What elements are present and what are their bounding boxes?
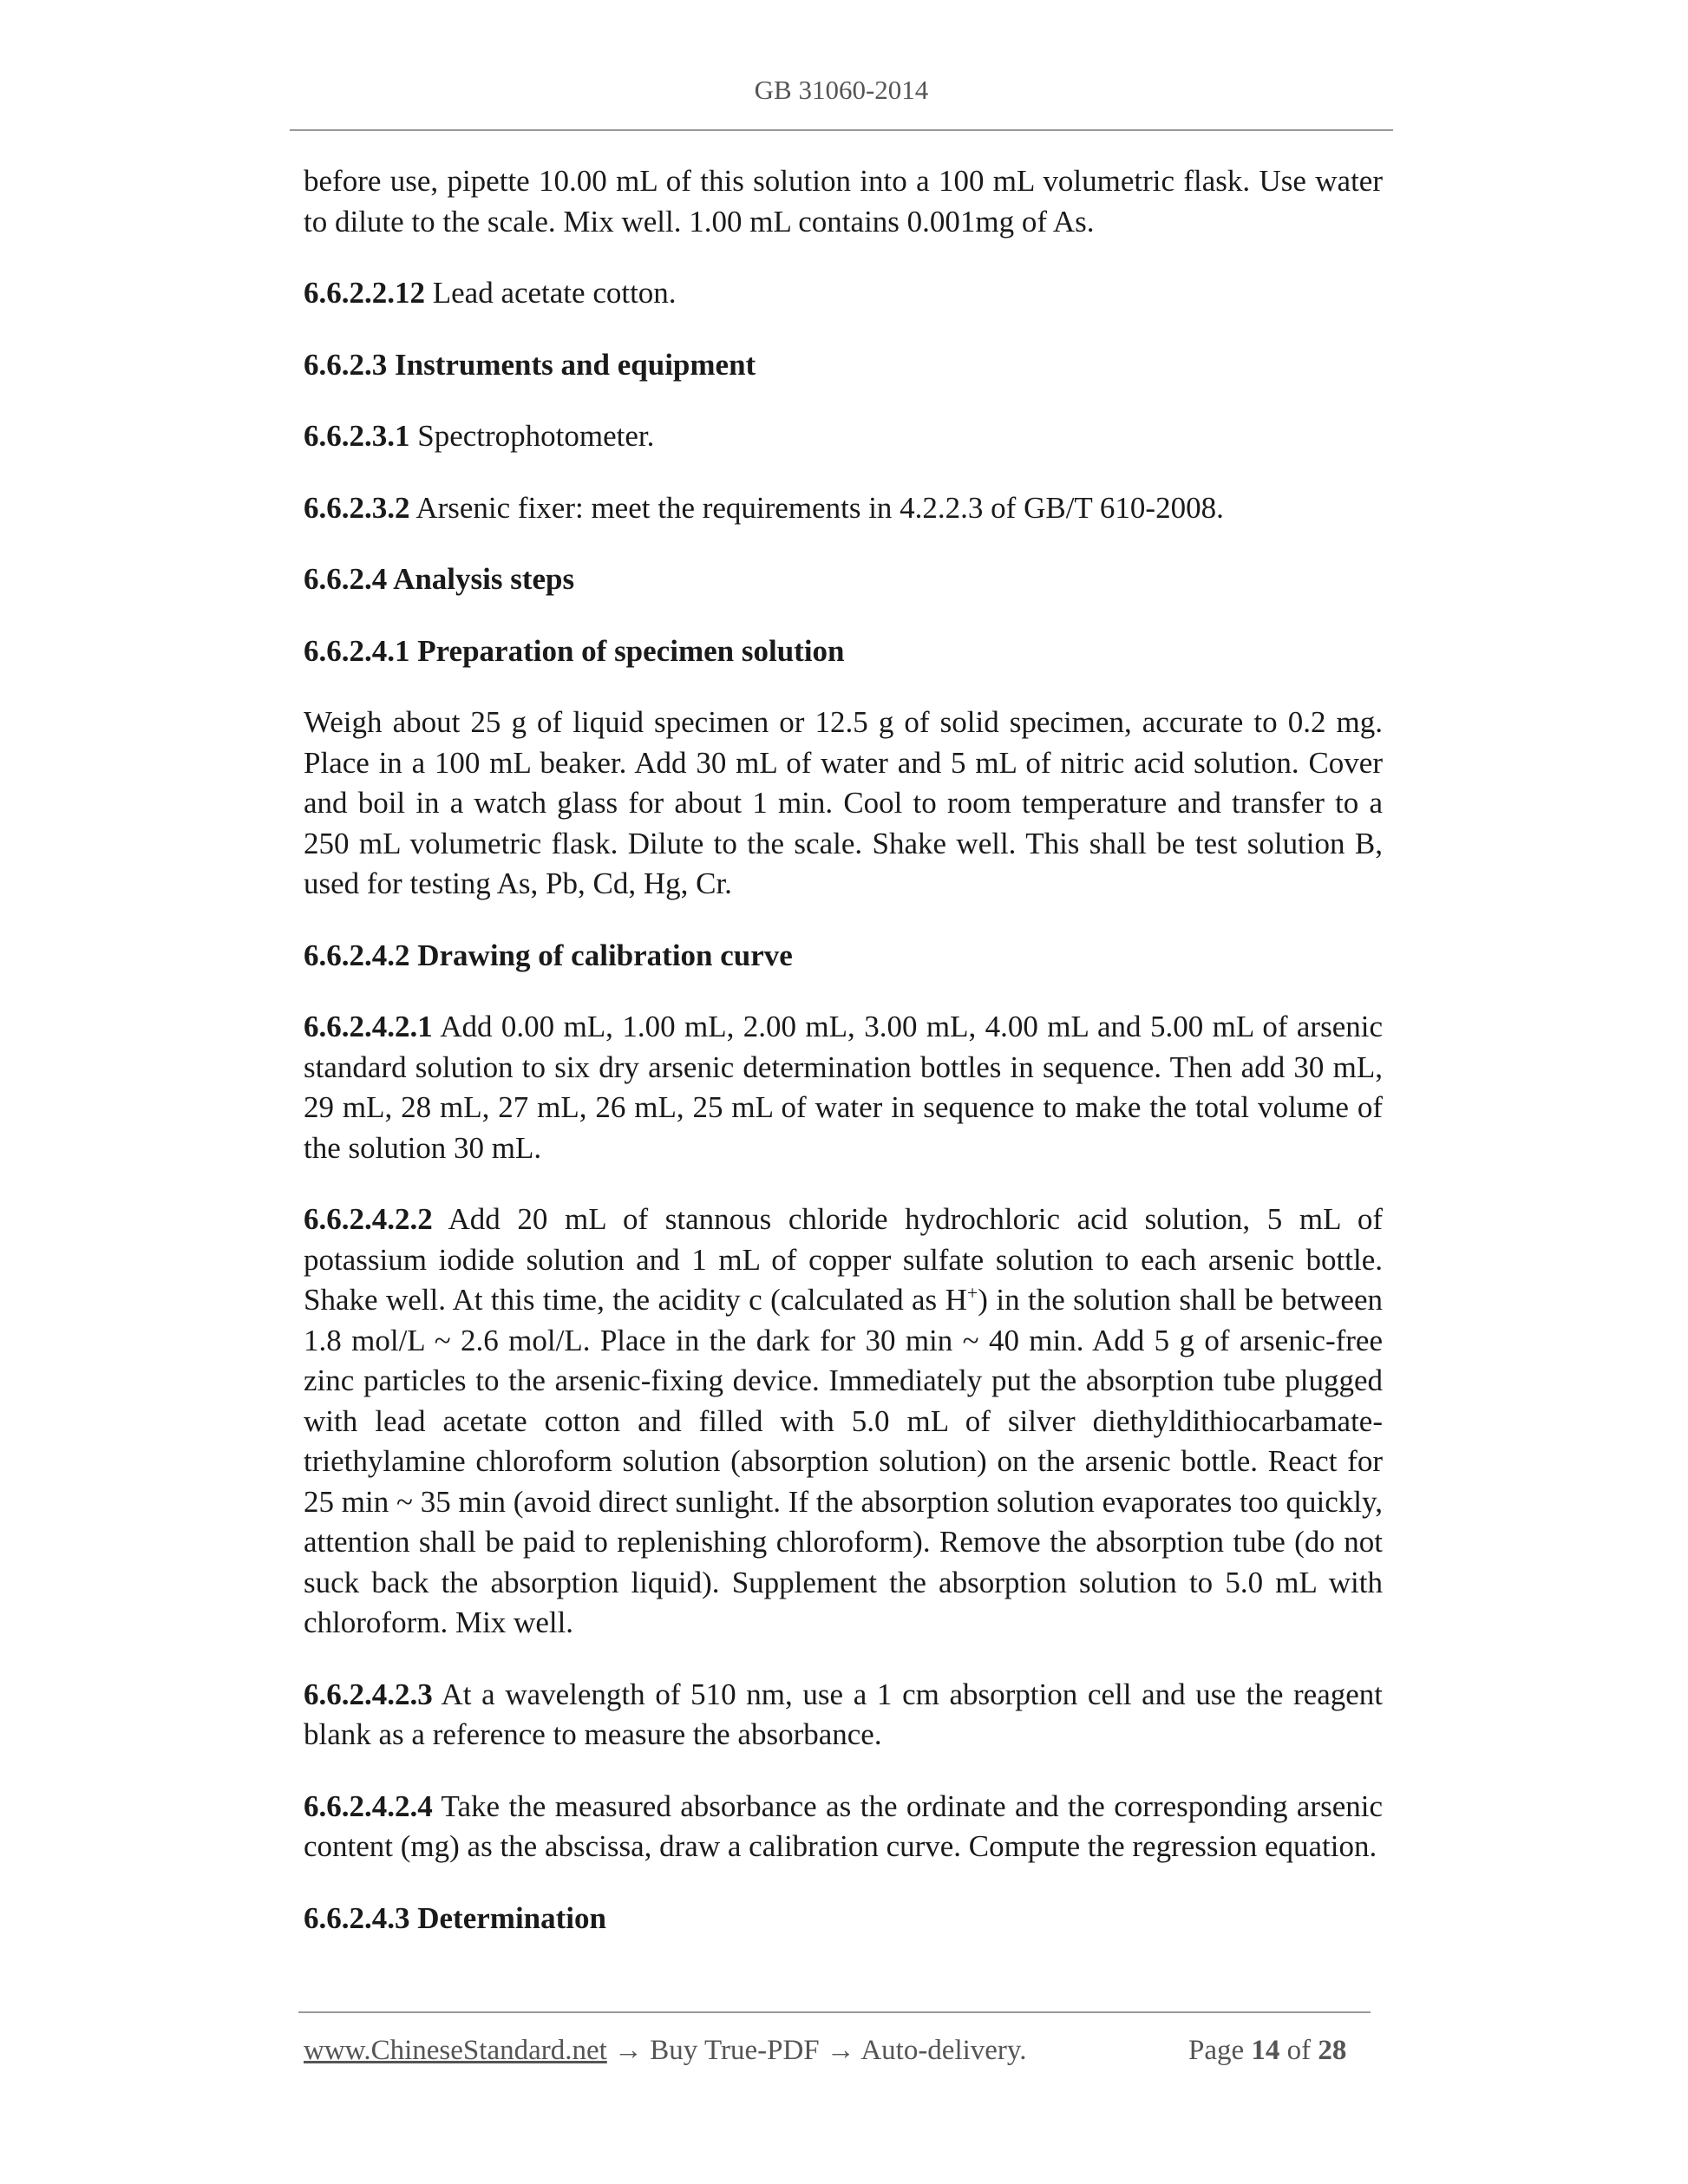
clause-text: Arsenic fixer: meet the requirements in 4.2.2.3 of GB/T 610-2008. [409,490,1224,525]
clause-number: 6.6.2.3.2 [304,490,410,525]
clause-number: 6.6.2.3.1 [304,419,410,453]
heading-determination: 6.6.2.4.3 Determination [304,1900,606,1935]
page-total: 28 [1318,2035,1347,2066]
clause-6-6-2-3-1 [304,416,1383,457]
page-indicator [1188,2035,1346,2067]
paragraph-specimen-preparation: Weigh about 25 g of liquid specimen or 12.5 g of solid specimen, accurate to 0.2 mg. Place in a 100 mL beaker. Add 30 mL of water and 5 mL of nitric acid solution. Cover and boil in a watch glass for about 1 min. Cool to room temperature and transfer to a 250 mL volumetric flask. Dilute to the scale. Shake well. This shall be test solution B, used for testing As, Pb, Cd, Hg, Cr. [304,705,1383,900]
clause-text: Add 0.00 mL, 1.00 mL, 2.00 mL, 3.00 mL, 4.00 mL and 5.00 mL of arsenic standard solution to six dry arsenic determination bottles in sequence. Then add 30 mL, 29 mL, 28 mL, 27 mL, 26 mL, 25 mL of water in sequence to make the total volume of the solution 30 mL. [304,1010,1383,1165]
page-number: 14 [1251,2035,1280,2066]
page-header: GB 31060-2014 [754,75,929,105]
clause-6-6-2-4-2-2 [304,1200,1383,1644]
auto-delivery-text: Auto-delivery. [860,2035,1027,2066]
page-label: Page [1188,2035,1245,2066]
clause-text: Take the measured absorbance as the ordinate and the corresponding arsenic content (mg) as the abscissa, draw a calibration curve. Compute the regression equation. [304,1788,1383,1863]
clause-number: 6.6.2.2.12 [304,276,425,310]
of-label: of [1286,2035,1312,2066]
clause-number: 6.6.2.4.2.1 [304,1010,433,1043]
clause-text: Add 20 mL of stannous chloride hydrochloric acid solution, 5 mL of potassium iodide solution and 1 mL of copper sulfate solution to each arsenic bottle. Shake well. At this time, the acidity c (calculated as H [304,1202,1383,1317]
buy-pdf-text: Buy True-PDF [650,2035,820,2066]
clause-number: 6.6.2.4.2.2 [304,1202,433,1236]
clause-6-6-2-2-12 [304,273,1383,314]
paragraph-continuation: before use, pipette 10.00 mL of this solution into a 100 mL volumetric flask. Use water to dilute to the scale. Mix well. 1.00 mL contains 0.001mg of As. [304,164,1383,239]
clause-number: 6.6.2.4.2.4 [304,1788,433,1823]
footer-divider [298,2011,1371,2013]
clause-6-6-2-4-2-4 [304,1787,1383,1867]
heading-instruments: 6.6.2.3 Instruments and equipment [304,347,756,382]
heading-calibration-curve: 6.6.2.4.2 Drawing of calibration curve [304,938,793,972]
clause-text: Spectrophotometer. [409,419,655,453]
clause-6-6-2-3-2 [304,488,1383,529]
clause-text: At a wavelength of 510 nm, use a 1 cm absorption cell and use the reagent blank as a reference to measure the absorbance. [304,1677,1383,1751]
footer-links [304,2035,1027,2067]
website-link[interactable]: www.ChineseStandard.net [304,2035,607,2066]
clause-text: Lead acetate cotton. [425,276,677,310]
clause-6-6-2-4-2-3 [304,1675,1383,1756]
clause-number: 6.6.2.4.2.3 [304,1677,433,1711]
header-divider [290,129,1393,131]
arrow-right-icon: → [614,2035,644,2066]
heading-analysis-steps: 6.6.2.4 Analysis steps [304,562,575,596]
superscript-plus: + [966,1282,978,1304]
clause-6-6-2-4-2-1 [304,1007,1383,1168]
heading-specimen-solution: 6.6.2.4.1 Preparation of specimen solution [304,633,845,668]
arrow-right-icon: → [826,2035,855,2066]
document-body [304,161,1383,1970]
clause-text-continued: ) in the solution shall be between 1.8 mol/L ~ 2.6 mol/L. Place in the dark for 30 min ~ 40 min. Add 5 g of arsenic-free zinc particles to the arsenic-fixing device. Immediately put the absorption tube plugged with lead acetate cotton and filled with 5.0 mL of silver diethyldithiocarbamate-triethylamine chloroform solution (absorption solution) on the arsenic bottle. React for 25 min ~ 35 min (avoid direct sunlight. If the absorption solution evaporates too quickly, attention shall be paid to replenishing chloroform). Remove the absorption tube (do not suck back the absorption liquid). Supplement the absorption solution to 5.0 mL with chloroform. Mix well. [304,1283,1383,1639]
